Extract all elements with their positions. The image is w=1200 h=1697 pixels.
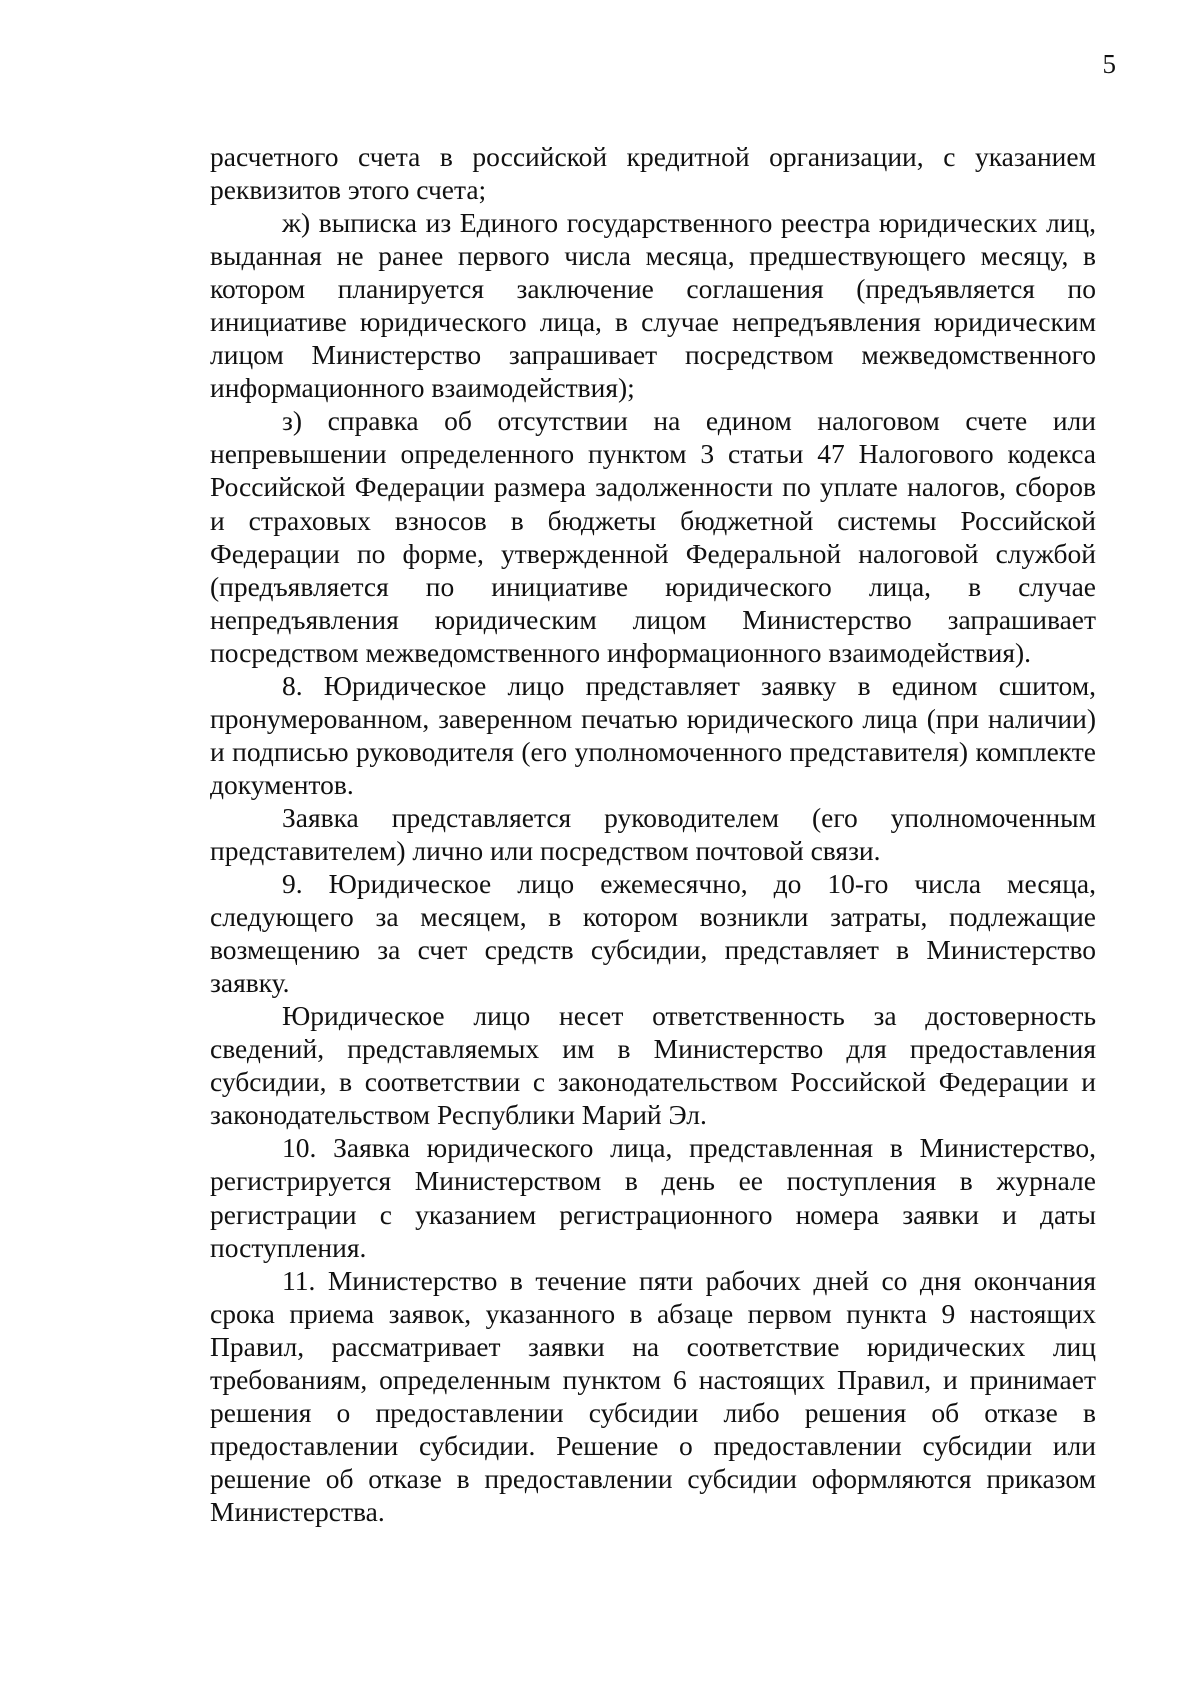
paragraph-clause-9-responsibility: Юридическое лицо несет ответственность за достоверность сведений, представляемых им в Министерство для предоставления субсидии, в соответствии с законодательством Российской Федерации и законодательством Республики Марий Эл. <box>210 1000 1096 1131</box>
paragraph-item-zh: ж) выписка из Единого государственного реестра юридических лиц, выданная не ранее первого числа месяца, предшествующего месяцу, в котором планируется заключение соглашения (предъявляется по инициативе юридического лица, в случае непредъявления юридическим лицом Министерство запрашивает посредством межведомственного информационного взаимодействия); <box>210 207 1096 404</box>
paragraph-clause-9: 9. Юридическое лицо ежемесячно, до 10-го числа месяца, следующего за месяцем, в котором возникли затраты, подлежащие возмещению за счет средств субсидии, представляет в Министерство заявку. <box>210 868 1096 999</box>
document-body <box>210 140 1096 1528</box>
page-number: 5 <box>1102 49 1116 79</box>
paragraph-clause-11: 11. Министерство в течение пяти рабочих дней со дня окончания срока приема заявок, указанного в абзаце первом пункта 9 настоящих Правил, рассматривает заявки на соответствие юридических лиц требованиям, определенным пунктом 6 настоящих Правил, и принимает решения о предоставлении субсидии либо решения об отказе в предоставлении субсидии. Решение о предоставлении субсидии или решение об отказе в предоставлении субсидии оформляются приказом Министерства. <box>210 1264 1096 1527</box>
paragraph-clause-8-submission: Заявка представляется руководителем (его уполномоченным представителем) лично или посредством почтовой связи. <box>210 801 1096 866</box>
paragraph-continuation: расчетного счета в российской кредитной организации, с указанием реквизитов этого счета; <box>210 141 1096 206</box>
paragraph-clause-8: 8. Юридическое лицо представляет заявку в едином сшитом, пронумерованном, заверенном печатью юридического лица (при наличии) и подписью руководителя (его уполномоченного представителя) комплекте документов. <box>210 669 1096 800</box>
paragraph-clause-10: 10. Заявка юридического лица, представленная в Министерство, регистрируется Министерством в день ее поступления в журнале регистрации с указанием регистрационного номера заявки и даты поступления. <box>210 1132 1096 1263</box>
paragraph-item-z: з) справка об отсутствии на едином налоговом счете или непревышении определенного пунктом 3 статьи 47 Налогового кодекса Российской Федерации размера задолженности по уплате налогов, сборов и страховых взносов в бюджеты бюджетной системы Российской Федерации по форме, утвержденной Федеральной налоговой службой (предъявляется по инициативе юридического лица, в случае непредъявления юридическим лицом Министерство запрашивает посредством межведомственного информационного взаимодействия). <box>210 405 1096 668</box>
